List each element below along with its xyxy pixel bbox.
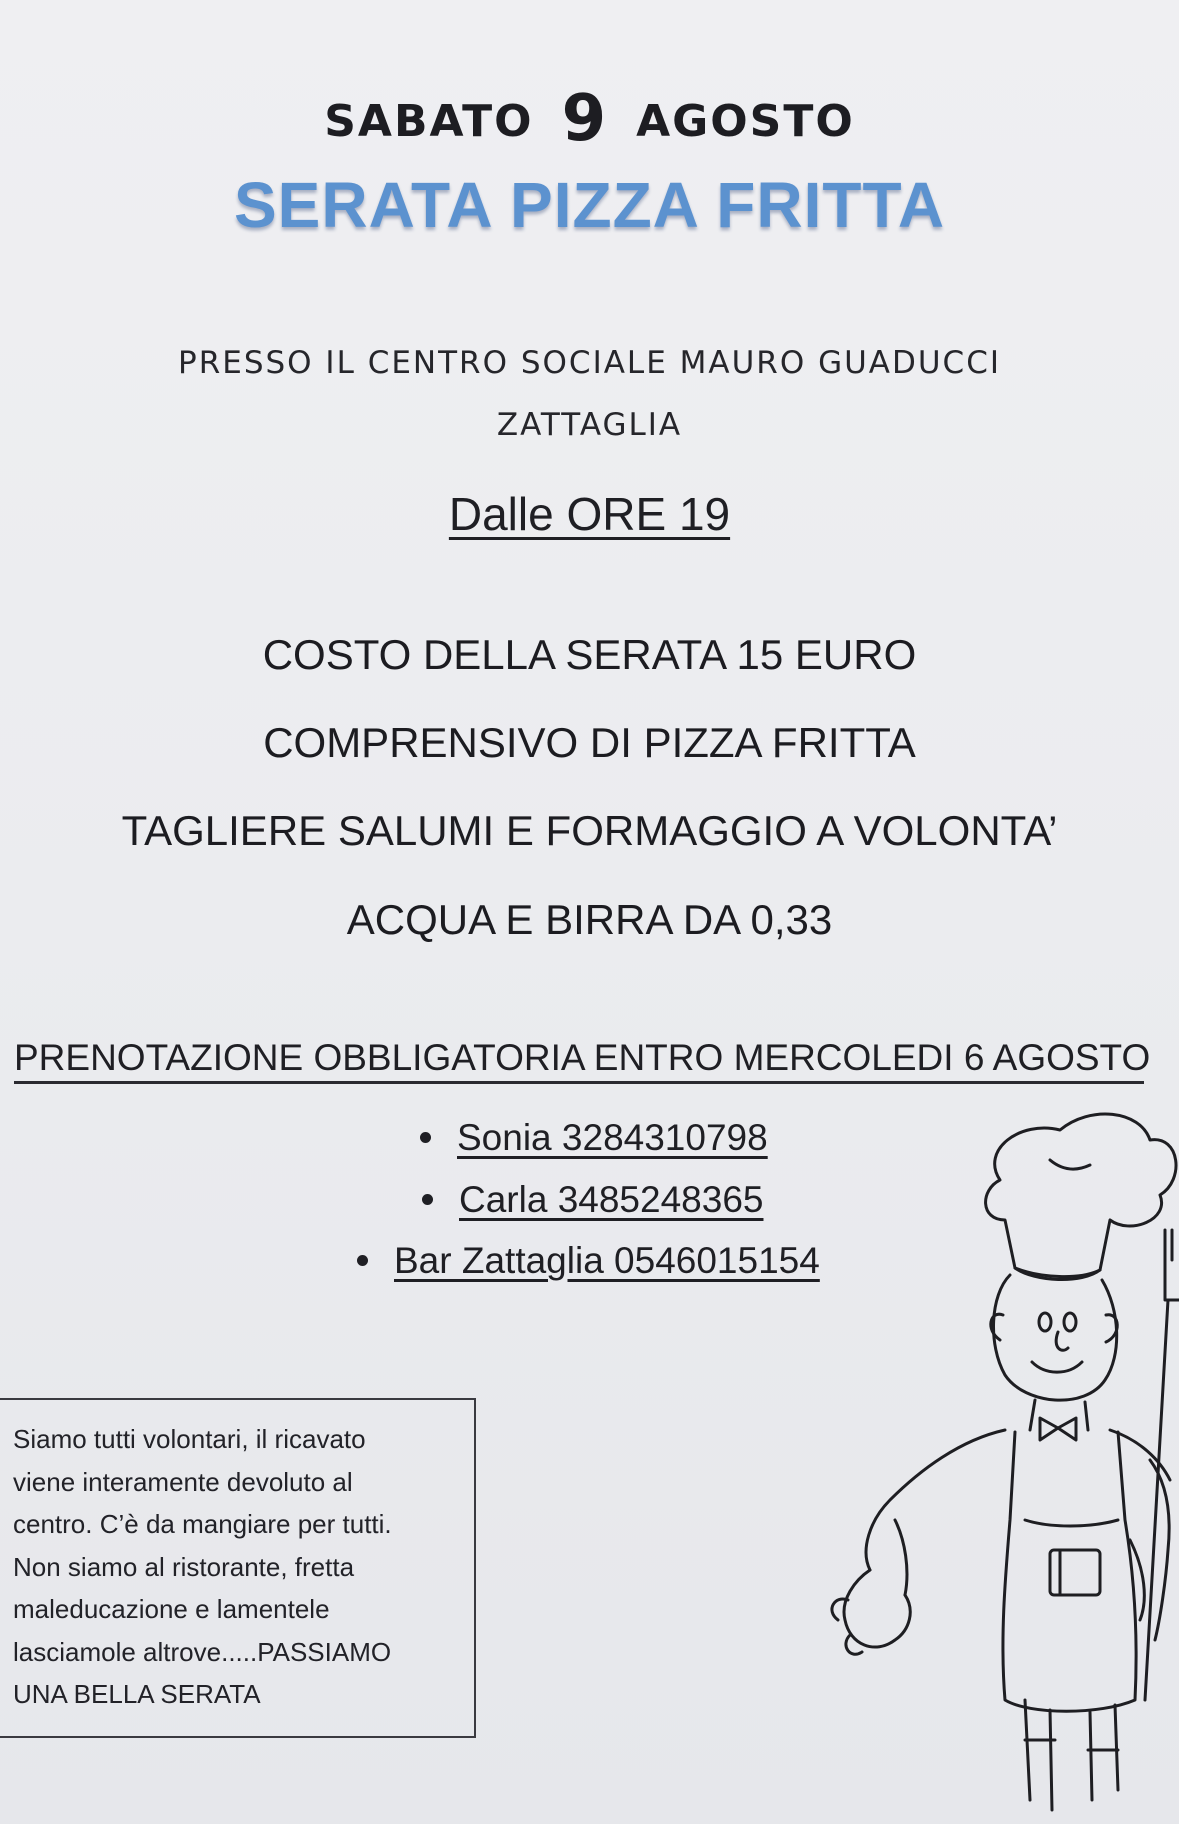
venue-name: PRESSO IL CENTRO SOCIALE MAURO GUADUCCI — [178, 345, 1001, 381]
cost-line: TAGLIERE SALUMI E FORMAGGIO A VOLONTA’ — [121, 807, 1058, 854]
cost-line: COMPRENSIVO DI PIZZA FRITTA — [263, 719, 916, 766]
contact-text: Bar Zattaglia 0546015154 — [394, 1240, 820, 1281]
venue-location: ZATTAGLIA — [496, 407, 683, 443]
contact-item — [357, 1240, 820, 1282]
event-day: 9 — [561, 82, 609, 156]
note-line: centro. C’è da mangiare per tutti. — [13, 1509, 392, 1539]
note-line: lasciamole altrove.....PASSIAMO — [13, 1636, 392, 1667]
contact-item — [422, 1179, 763, 1221]
event-month: AGOSTO — [636, 96, 855, 147]
bullet-icon — [420, 1132, 431, 1143]
contact-item — [420, 1117, 768, 1159]
event-title: SERATA PIZZA FRITTA — [233, 169, 946, 241]
volunteer-note-box — [0, 1398, 476, 1738]
note-line: viene interamente devoluto al — [13, 1466, 353, 1497]
event-weekday: SABATO — [324, 96, 534, 147]
event-hours-text: Dalle ORE 19 — [448, 488, 731, 540]
bullet-icon — [357, 1255, 368, 1266]
cost-line: COSTO DELLA SERATA 15 EURO — [262, 631, 917, 678]
event-hours — [0, 487, 1179, 541]
bullet-icon — [422, 1194, 433, 1205]
event-date — [0, 78, 1179, 156]
contact-text: Sonia 3284310798 — [457, 1117, 768, 1158]
note-line: maleducazione e lamentele — [13, 1594, 330, 1624]
cost-line: ACQUA E BIRRA DA 0,33 — [346, 896, 833, 943]
note-line: UNA BELLA SERATA — [13, 1679, 261, 1709]
booking-notice: PRENOTAZIONE OBBLIGATORIA ENTRO MERCOLEDI 6 AGOSTO — [14, 1037, 1144, 1084]
note-line: Siamo tutti volontari, il ricavato — [13, 1424, 366, 1454]
chef-drawing-icon — [800, 1100, 1179, 1824]
note-line: Non siamo al ristorante, fretta — [13, 1551, 355, 1582]
contact-text: Carla 3485248365 — [459, 1179, 764, 1220]
